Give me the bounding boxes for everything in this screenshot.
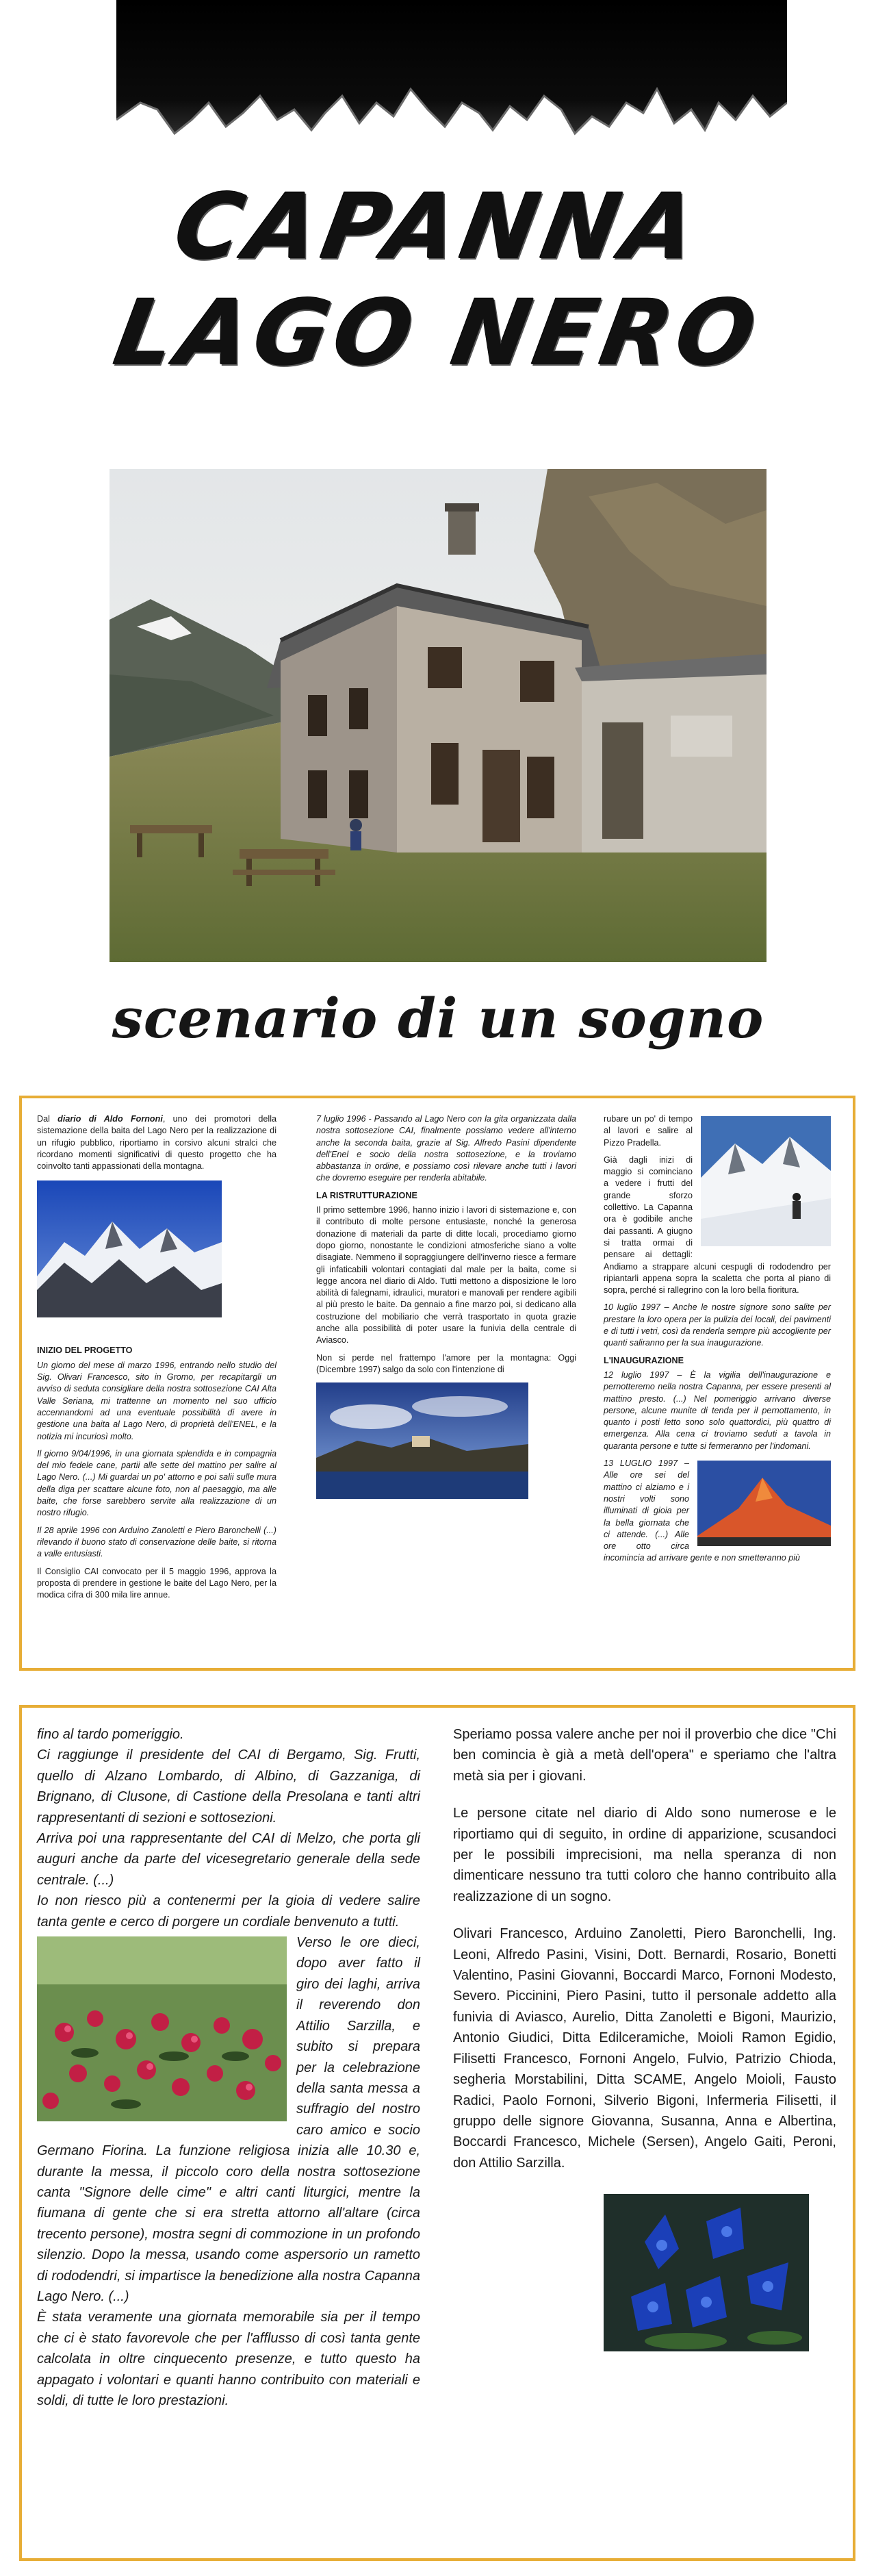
winter-hiker-photo [701,1116,831,1246]
panel1-column-3 [604,1113,831,1570]
july-12-paragraph: 12 luglio 1997 – È la vigilia dell'inaugurazione e pernotteremo nella nostra Capanna, per essere presenti al mattino presto. (...) Nel pomeriggio arrivano diverse persone, alcune munite di tenda per il pernottamento, in quanto i posti letto sono solo quattordici, più quattro di emergenza. Alla cena ci troviamo seduti a tavola in quaranta persone e tutte si fermeranno per l'indomani. [604,1369,831,1451]
renovation-paragraph: Il primo settembre 1996, hanno inizio i lavori di sistemazione e, con il contributo di molte persone entusiaste, nonché la generosa donazione di materiali da parte di ditte locali, procediamo giorno dopo giorno, nonostante le condizioni atmosferiche siano a volte disagiate. Nemmeno il sopraggiungere dell'inverno riesce a fermare gli infaticabili volontari contagiati dal male per la baita, come si legge ancora nel diario di Aldo. Tutti mettono a disposizione le loro abilità di falegnami, idraulici, muratori e manovali per rendere agibili al più presto le baite. Da gennaio a fine marzo poi, si dedicano alla costruzione del mobiliario che verrà trasportato in quota grazie anche alla possibilità di poter usare la funivia della centrale di Aviasco. [316,1205,576,1346]
melzo-paragraph: Arriva poi una rappresentante del CAI di Melzo, che porta gli auguri anche da parte del vicesegretario generale della sede centrale. (...) [37,1831,420,1888]
gentian-flowers-photo [604,2194,809,2351]
intro-diary-title: diario di Aldo Fornoni [57,1114,163,1124]
july-10-paragraph: 10 luglio 1997 – Anche le nostre signore sono salite per prestare la loro opera per la pulizia dei locali, dei pavimenti e di tutti i vetri, così da renderla sempre più accogliente per quanti saliranno per la sua inaugurazione. [604,1302,831,1348]
people-list-paragraph: Olivari Francesco, Arduino Zanoletti, Piero Baronchelli, Ing. Leoni, Alfredo Pasini, Visini, Dott. Bernardi, Rosario, Bonetti Valentino, Pasini Giovanni, Boccardi Marco, Fornoni Modesto, Severo. Piccinini, Piero Pasini, tutto il personale addetto alla funivia di Aviasco, Aurelio, Ditta Zanoletti e Bigoni, Maurizio, Antonio Giudici, Ditta Edilceramiche, Moioli Ramon Egidio, Filisetti Francesco, Fornoni Angelo, Fulvio, Patrizio Chioda, segheria Morstabilini, Ditta SCAME, Angelo Moioli, Fausto Radici, Paolo Fornoni, Silverio Bigoni, Infermeria Filisetti, il gruppo delle signore Giovanna, Susanna, Anna e Albertina, Boccardi Francesco, Michele (Sersen), Angelo Gaiti, Peroni, don Attilio Sarzilla. [453,1926,836,2171]
cover-title-line-2: LAGO NERO [107,281,769,386]
afternoon-paragraph: fino al tardo pomeriggio. [37,1727,184,1742]
mass-paragraph-text: Verso le ore dieci, dopo aver fatto il giro dei laghi, arriva il reverendo don Attilio Sarzilla, e subito si prepara per la celebrazione della santa messa a suffragio del nostro caro amico e socio Germano Fiorina. La funzione religiosa inizia alle 10.30 e, durante la messa, il piccolo coro della nostra sottosezione canta "Signore delle cime" e altri canti liturgici, mentre la fiumana di gente che si era stretta attorno all'altare (circa trecento persone), mostra segni di commozione in un profondo silenzio. Dopo la messa, usando come aspersorio un rametto di rododendri, si impartisce la benedizione alla nostra Capanna Lago Nero. (...) [37,1935,420,2304]
heading-renovation: LA RISTRUTTURAZIONE [316,1190,417,1200]
july-13-paragraph: 13 LUGLIO 1997 – Alle ore sei del mattino ci alziamo e i nostri volti sono illuminati di gioia per la bella giornata che ci attende. (...) Alle ore otto circa incomincia ad arrivare gente e non smetteranno più [604,1459,801,1563]
lake-at-sunset-photo [316,1382,528,1499]
intro-lead-word: Dal [37,1114,50,1124]
panel2-column-right [453,1724,836,2351]
people-intro-paragraph: Le persone citate nel diario di Aldo sono numerose e le riportiamo qui di seguito, in ordine di apparizione, scusandoci per le possibili imprecisioni, ma nella speranza di non dimenticare nessuno tra tutti coloro che hanno contribuito alla realizzazione di un sogno. [453,1806,836,1904]
snowy-peaks-photo [37,1180,222,1317]
panel1-column-1 [37,1113,276,1606]
panel2-column-left [37,1724,420,2411]
project-paragraph-4: Il Consiglio CAI convocato per il 5 maggio 1996, approva la proposta di prendere in gestione le baite del Lago Nero, per la modica cifra di 300 mila lire annue. [37,1566,276,1600]
cover-title-line-1: CAPANNA [166,175,710,280]
visit-paragraph: 7 luglio 1996 - Passando al Lago Nero con la gita organizzata dalla nostra sottosezione CAI, finalmente possiamo vedere all'interno anche la seconda baita, grazie al Sig. Alfredo Pasini dipendente dell'Enel e socio della nostra sottosezione, e la troviamo abbastanza in ordine, e possiamo così rilevare anche tutti i lavori che dovremo eseguire per renderla abitabile. [316,1114,576,1183]
panel1-column-2 [316,1113,576,1499]
mountain-love-paragraph: Non si perde nel frattempo l'amore per la montagna: Oggi (Dicembre 1997) salgo da solo con l'intenzione di [316,1352,576,1374]
article-panel-2 [19,1705,855,2561]
rhododendron-flowers-photo [37,1936,287,2121]
proverb-paragraph: Speriamo possa valere anche per noi il proverbio che dice "Chi ben comincia è già a metà dell'opera" e speriamo che l'altra metà sia per i giovani. [453,1727,836,1784]
red-peak-photo [697,1461,831,1546]
pradella-paragraph: rubare un po' di tempo al lavori e salire al Pizzo Pradella. [604,1114,693,1148]
project-paragraph-1: Un giorno del mese di marzo 1996, entrando nello studio del Sig. Olivari Francesco, sito in Gromo, per recapitargli un avviso di seduta consigliare della nostra sottosezione CAI Alta Valle Seriana, mi trattenne un momento nel suo ufficio accennandomi ad una eventuale possibilità di avere in gestione una baita al Lago Nero, di proprietà dell'ENEL, e la notizia mi incuriosì molto. [37,1360,276,1441]
president-paragraph: Ci raggiunge il presidente del CAI di Bergamo, Sig. Frutti, quello di Alzano Lombardo, di Albino, di Gazzaniga, di Brignano, di Clusone, di Castione della Presolana e tanti altri rappresentanti di sezioni e sottosezioni. [37,1747,420,1826]
intro-text: , uno dei promotori della sistemazione della baita del Lago Nero per la realizzazione di un rifugio pubblico, riportiamo in corsivo alcuni stralci che ricordano momenti significativi di questo progetto che ha coinvolto tanti appassionati della montagna. [37,1114,276,1172]
mountain-silhouette-banner [116,0,787,144]
article-panel-1 [19,1096,855,1671]
hut-photo [110,469,766,962]
project-paragraph-3: Il 28 aprile 1996 con Arduino Zanoletti e Piero Baronchelli (...) rilevando il buono stato di conservazione delle baite, si ritorna a valle entusiasti. [37,1525,276,1559]
joy-paragraph: Io non riesco più a contenermi per la gioia di vedere salire tanta gente e cerco di porgere un cordiale benvenuto a tutti. [37,1893,420,1930]
memorable-day-paragraph: È stata veramente una giornata memorabile sia per il tempo che ci è stato favorevole che per l'afflusso di così tanta gente calcolata in oltre cinquecento presenze, e tutto questo ha appagato i volontari e quanti hanno contribuito con materiali e soldi, di tutte le loro prestazioni. [37,2310,420,2408]
heading-inauguration: L'INAUGURAZIONE [604,1355,684,1365]
intro-paragraph [37,1113,276,1172]
cover-subtitle: scenario di un sogno [112,986,764,1050]
heading-project-start: INIZIO DEL PROGETTO [37,1346,133,1356]
project-paragraph-2: Il giorno 9/04/1996, in una giornata splendida e in compagnia del mio fedele cane, partii alle sette del mattino per salire al Lago Nero. (...) Mi guardai un po' attorno e poi salii sulle mura della diga per scattare alcune foto, non al paesaggio, ma alle baite, che forse sarebbero servite alla realizzazione di un nostro rifugio. [37,1448,276,1518]
may-june-paragraph: Già dagli inizi di maggio si cominciano a vedere i frutti del grande sforzo collettivo. La Capanna ora è godibile anche dai passanti. A giugno si tratta ormai di pensare ai dettagli: Andiamo a strappare alcuni cespugli di rododendro per ripiantarli appena sopra la scaletta che porta al piano di sopra, perché si rallegrino con la loro bella fioritura. [604,1154,831,1296]
mass-paragraph [37,1932,420,2307]
